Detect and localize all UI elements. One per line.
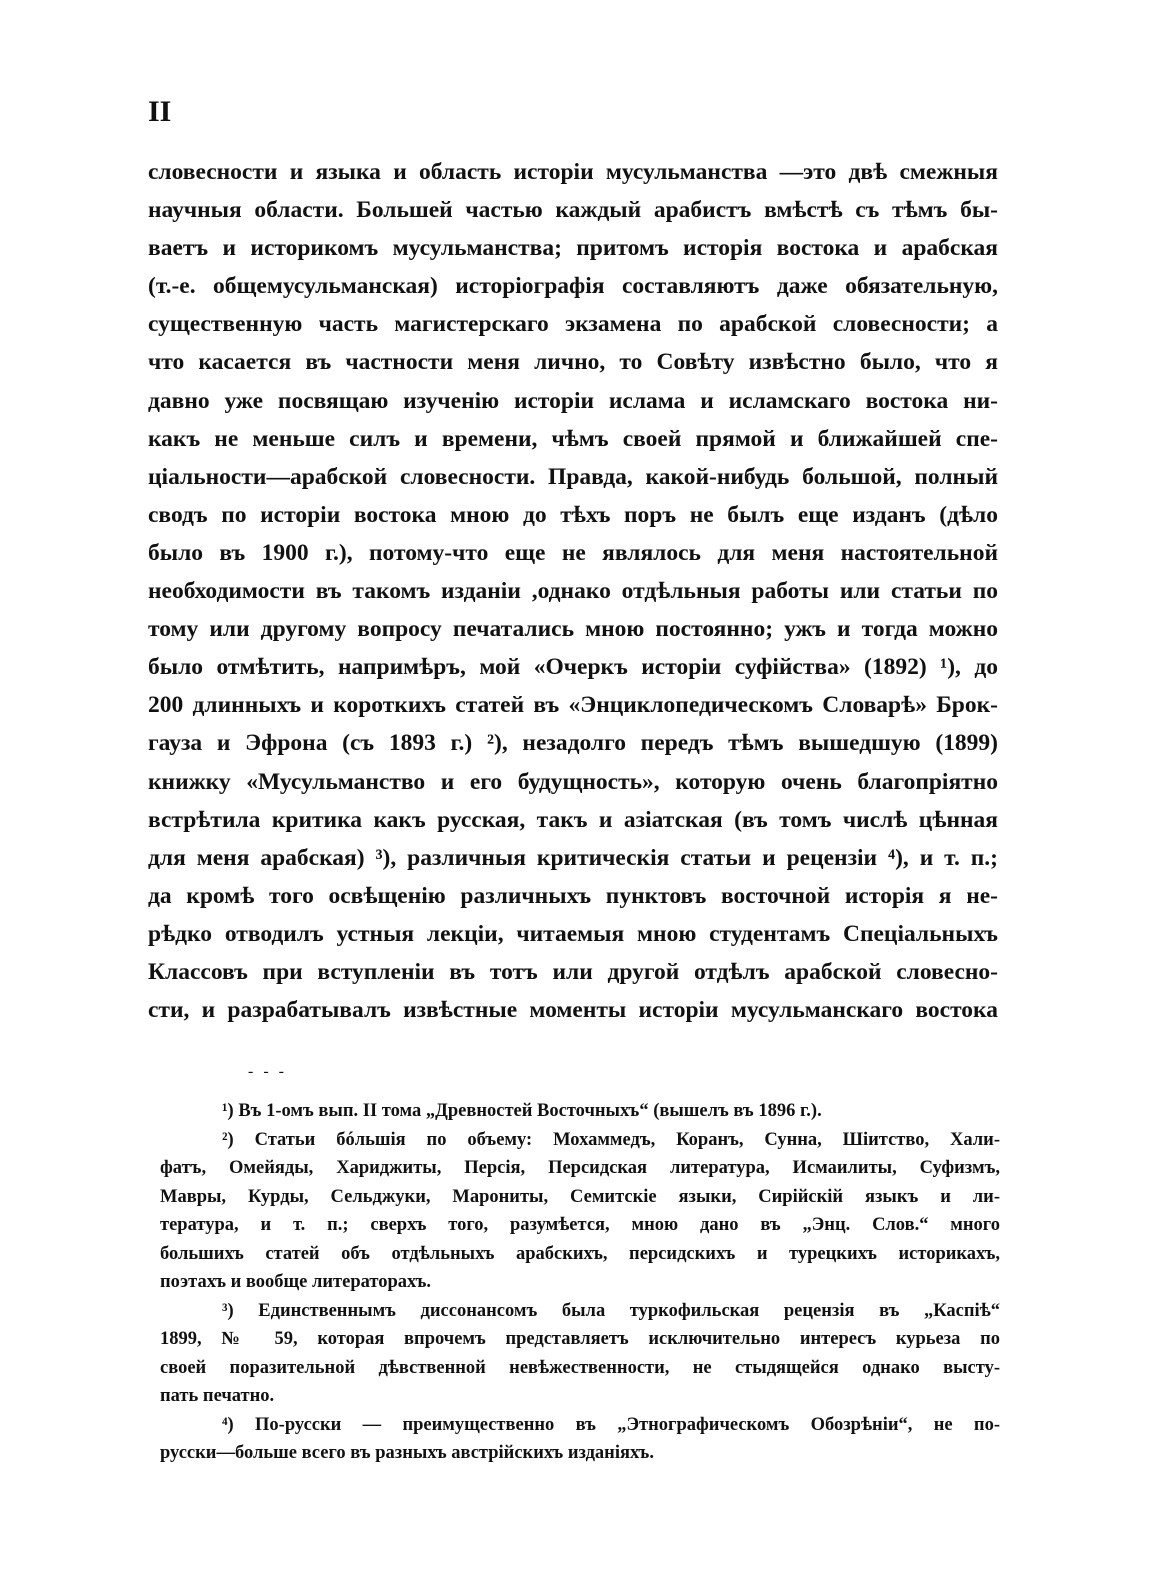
- main-text-line: существенную часть магистерскаго экзамена по арабской словесности; а: [148, 311, 998, 338]
- main-text-line: 200 длинныхъ и короткихъ статей въ «Энциклопедическомъ Словарѣ» Брок-: [148, 692, 998, 719]
- footnote-line: пать печатно.: [160, 1386, 275, 1406]
- footnote-line: поэтахъ и вообще литераторахъ.: [160, 1272, 431, 1292]
- footnote-4: [160, 1411, 1000, 1468]
- main-text-line: словесности и языка и область исторіи мусульманства —это двѣ смежныя: [148, 159, 998, 185]
- main-text-line: научныя области. Большей частью каждый арабистъ вмѣстѣ съ тѣмъ бы-: [148, 197, 998, 224]
- main-text-line: Классовъ при вступленіи въ тотъ или другой отдѣлъ арабской словесно-: [148, 958, 998, 985]
- footnote-line: ³) Единственнымъ диссонансомъ была туркофильская рецензія въ „Каспіѣ“: [222, 1300, 1000, 1321]
- footnote-separator: - - -: [248, 1063, 287, 1080]
- footnote-3: [160, 1297, 1000, 1411]
- main-text-line: ваетъ и историкомъ мусульманства; притомъ исторія востока и арабская: [148, 235, 998, 262]
- main-text-line: сти, и разрабатывалъ извѣстные моменты исторіи мусульманскаго востока: [148, 997, 998, 1024]
- footnote-line: фатъ, Омейяды, Хариджиты, Персія, Персидская литература, Исмаилиты, Суфизмъ,: [160, 1158, 1000, 1178]
- main-text-line: встрѣтила критика какъ русская, такъ и азіатская (въ томъ числѣ цѣнная: [148, 806, 998, 833]
- main-text: [148, 153, 998, 1029]
- footnote-2: [160, 1126, 1000, 1297]
- main-text-line: да кромѣ того освѣщенію различныхъ пунктовъ восточной исторія я не-: [148, 882, 998, 909]
- main-text-line: было въ 1900 г.), потому-что еще не являлось для меня настоятельной: [148, 539, 998, 566]
- footnote-line: своей поразительной дѣвственной невѣжественности, не стыдящейся однако высту-: [160, 1357, 1000, 1378]
- footnote-line: русски—больше всего въ разныхъ австрійскихъ изданіяхъ.: [160, 1443, 654, 1463]
- main-text-line: для меня арабская) ³), различныя критическія статьи и рецензіи ⁴), и т. п.;: [148, 844, 998, 871]
- main-text-line: какъ не меньше силъ и времени, чѣмъ своей прямой и ближайшей спе-: [148, 425, 998, 452]
- footnote-line: Мавры, Курды, Сельджуки, Марониты, Семитскіе языки, Сирійскій языкъ и ли-: [160, 1186, 1000, 1207]
- footnotes: [160, 1097, 1000, 1468]
- main-text-line: давно уже посвящаю изученію исторіи ислама и исламскаго востока ни-: [148, 387, 998, 414]
- footnote-line: ⁴) По-русски — преимущественно въ „Этнографическомъ Обозрѣніи“, не по-: [222, 1414, 1000, 1435]
- main-text-line: рѣдко отводилъ устныя лекціи, читаемыя мною студентамъ Спеціальныхъ: [148, 920, 998, 947]
- footnote-line: большихъ статей объ отдѣльныхъ арабскихъ, персидскихъ и турецкихъ историкахъ,: [160, 1243, 1000, 1264]
- main-text-line: что касается въ частности меня лично, то Совѣту извѣстно было, что я: [148, 349, 998, 376]
- main-text-line: книжку «Мусульманство и его будущность», которую очень благопріятно: [148, 768, 998, 795]
- main-text-line: ціальности—арабской словесности. Правда, какой-нибудь большой, полный: [148, 463, 998, 490]
- main-text-line: тому или другому вопросу печатались мною постоянно; ужъ и тогда можно: [148, 616, 998, 643]
- footnote-line: тература, и т. п.; сверхъ того, разумѣется, мною дано въ „Энц. Слов.“ много: [160, 1215, 1000, 1235]
- main-text-line: сводъ по исторіи востока мною до тѣхъ поръ не былъ еще изданъ (дѣло: [148, 501, 998, 528]
- main-text-line: гауза и Эфрона (съ 1893 г.) ²), незадолго передъ тѣмъ вышедшую (1899): [148, 730, 998, 757]
- main-text-line: (т.-е. общемусульманская) исторіографія составляютъ даже обязательную,: [148, 273, 998, 300]
- main-text-line: необходимости въ такомъ изданіи ,однако отдѣльныя работы или статьи по: [148, 578, 998, 605]
- footnote-line: ²) Статьи бóльшія по объему: Мохаммедъ, Коранъ, Сунна, Шіитство, Хали-: [222, 1129, 1000, 1150]
- footnote-line: 1899, № 59, которая впрочемъ представляетъ исключительно интересъ курьеза по: [160, 1329, 1000, 1349]
- page-number: II: [148, 95, 172, 128]
- main-text-line: было отмѣтить, напримѣръ, мой «Очеркъ исторіи суфійства» (1892) ¹), до: [148, 654, 998, 681]
- footnote-line: ¹) Въ 1-омъ вып. II тома „Древностей Восточныхъ“ (вышелъ въ 1896 г.).: [222, 1101, 822, 1121]
- footnote-1: [160, 1097, 1000, 1126]
